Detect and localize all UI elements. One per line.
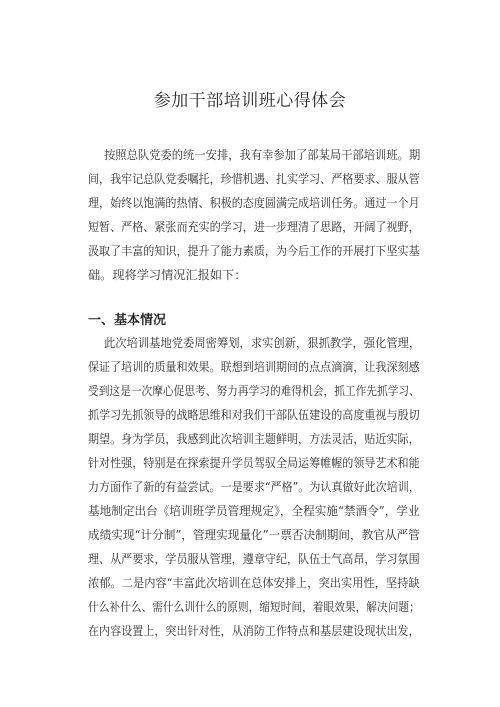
section-line: 理、从严要求，学员服从管理，遵章守纪，队伍士气高昂，学习氛围 bbox=[88, 552, 420, 566]
section-line: 抓学习先抓领导的战略思维和对我们干部队伍建设的高度重视与殷切 bbox=[88, 408, 420, 422]
intro-line: 短暂、严格、紧张而充实的学习，进一步理清了思路，开阔了视野， bbox=[88, 220, 420, 234]
section-line: 期望。身为学员，我感到此次培训主题鲜明，方法灵活，贴近实际， bbox=[88, 432, 420, 446]
section-line: 浓郁。二是内容“丰富此次培训在总体安排上，突出实用性，坚持缺 bbox=[88, 576, 420, 590]
section-line: 此次培训基地党委周密筹划，求实创新，狠抓教学，强化管理， bbox=[104, 336, 421, 350]
intro-line: 理，始终以饱满的热情、积极的态度圆满完成培训任务。通过一个月 bbox=[88, 196, 420, 210]
intro-line: 汲取了丰富的知识，提升了能力素质，为今后工作的开展打下坚实基 bbox=[88, 244, 420, 258]
section-heading: 一、基本情况 bbox=[88, 313, 167, 328]
intro-line: 按照总队党委的统一安排，我有幸参加了部某局干部培训班。期 bbox=[104, 148, 421, 162]
document-title: 参加干部培训班心得体会 bbox=[153, 91, 347, 111]
intro-line: 间，我牢记总队党委嘱托，珍惜机遇、扎实学习、严格要求、服从管 bbox=[88, 172, 420, 186]
intro-line: 础。现将学习情况汇报如下： bbox=[88, 268, 247, 282]
section-line: 受到这是一次摩心促思考、努力再学习的难得机会，抓工作先抓学习、 bbox=[88, 384, 420, 398]
section-line: 什么补什么、需什么训什么的原则，缩短时间，着眼效果，解决问题； bbox=[88, 600, 420, 614]
section-line: 在内容设置上，突出针对性，从消防工作特点和基层建设现状出发， bbox=[88, 624, 420, 638]
section-line: 保证了培训的质量和效果。联想到培训期间的点点滴滴，让我深刻感 bbox=[88, 360, 420, 374]
section-line: 针对性强，特别是在探索提升学员驾驭全局运筹帷幄的领导艺术和能 bbox=[88, 456, 420, 470]
section-line: 成绩实现“计分制”，管理实现量化”一票否决制期间，教官从严管 bbox=[88, 528, 420, 542]
section-line: 力方面作了新的有益尝试。一是要求“严格”。为认真做好此次培训， bbox=[88, 480, 420, 494]
section-line: 基地制定出台《培训班学员管理规定》，全程实施“禁酒令”，学业 bbox=[88, 504, 420, 518]
